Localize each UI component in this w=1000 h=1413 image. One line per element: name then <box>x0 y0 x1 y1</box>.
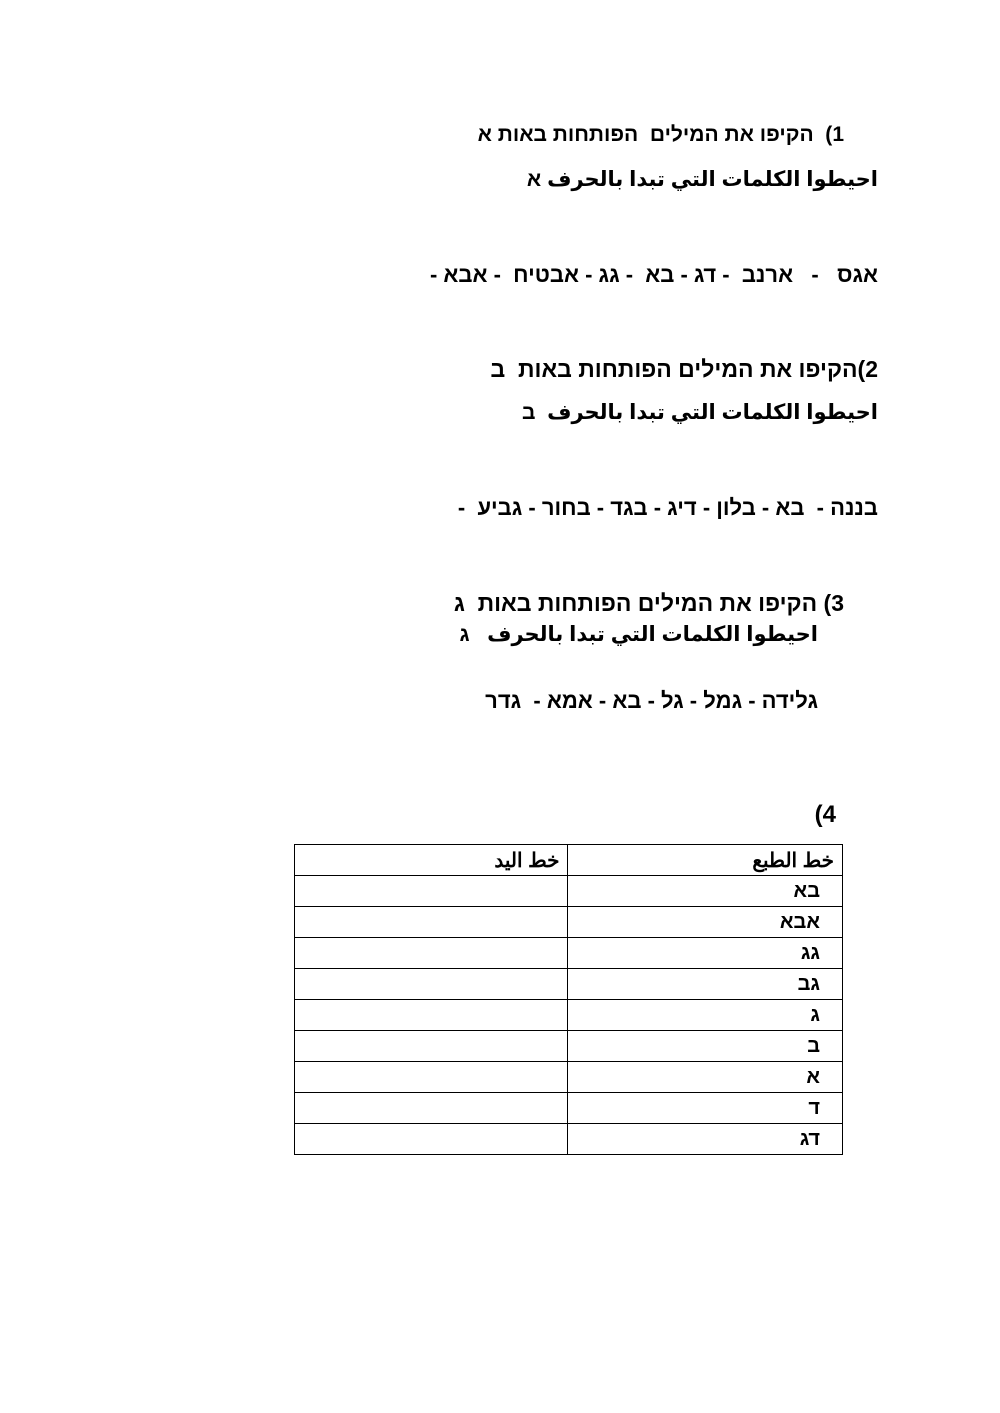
q3-title: 3) הקיפו את המילים הפותחות באות ג <box>453 590 844 616</box>
writing-practice-table <box>294 844 843 1155</box>
handwriting-cell[interactable] <box>295 1000 568 1031</box>
print-word-cell: בא <box>568 876 843 907</box>
table-row <box>295 938 843 969</box>
q4-number: (4 <box>814 801 836 828</box>
q2-title: 2)הקיפו את המילים הפותחות באות ב <box>490 356 878 382</box>
q1-word-list: אגס - ארנב - דג - בא - גג - אבטיח - אבא - <box>429 262 878 287</box>
handwriting-cell[interactable] <box>295 907 568 938</box>
handwriting-cell[interactable] <box>295 1093 568 1124</box>
handwriting-cell[interactable] <box>295 1031 568 1062</box>
print-word-cell: ד <box>568 1093 843 1124</box>
table-row <box>295 907 843 938</box>
table-row <box>295 1093 843 1124</box>
print-word-cell: אבא <box>568 907 843 938</box>
print-word-cell: א <box>568 1062 843 1093</box>
print-word-cell: ג <box>568 1000 843 1031</box>
print-word-cell: דג <box>568 1124 843 1155</box>
handwriting-cell[interactable] <box>295 1124 568 1155</box>
table-row <box>295 1000 843 1031</box>
handwriting-cell[interactable] <box>295 938 568 969</box>
table-row <box>295 1062 843 1093</box>
table-row <box>295 1031 843 1062</box>
handwriting-cell[interactable] <box>295 969 568 1000</box>
header-handwriting: خط اليد <box>295 845 568 876</box>
q1-arabic-instruction: احيطوا الكلمات التي تبدا بالحرف א <box>526 168 878 191</box>
q2-arabic-instruction: احيطوا الكلمات التي تبدا بالحرف ב <box>521 401 878 424</box>
table-row <box>295 1124 843 1155</box>
print-word-cell: גג <box>568 938 843 969</box>
header-print-script: خط الطبع <box>568 845 843 876</box>
q3-word-list: גלידה - גמל - גל - בא - אמא - גדר <box>485 688 818 713</box>
handwriting-cell[interactable] <box>295 1062 568 1093</box>
print-word-cell: גב <box>568 969 843 1000</box>
print-word-cell: ב <box>568 1031 843 1062</box>
handwriting-cell[interactable] <box>295 876 568 907</box>
q3-arabic-instruction: احيطوا الكلمات التي تبدا بالحرف ג <box>459 623 818 646</box>
q1-title: 1) הקיפו את המילים הפותחות באות א <box>477 123 844 146</box>
table-row <box>295 876 843 907</box>
table-row <box>295 969 843 1000</box>
table-header-row <box>295 845 843 876</box>
q2-word-list: בננה - בא - בלון - דיג - בגד - בחור - גביע - <box>457 495 878 520</box>
